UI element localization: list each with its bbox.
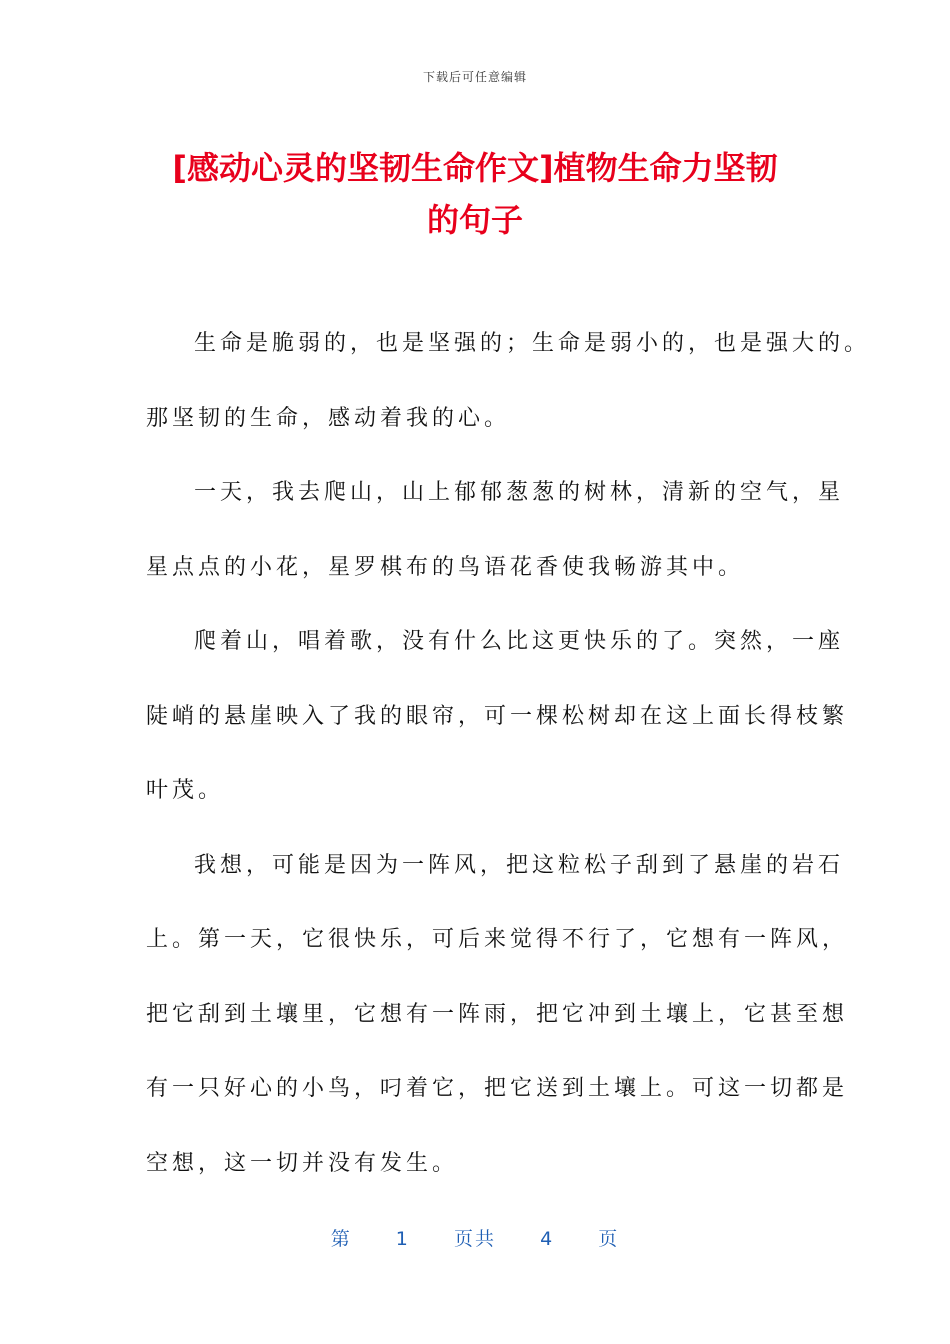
paragraph-4-line-1: 我想，可能是因为一阵风，把这粒松子刮到了悬崖的岩石 — [194, 852, 845, 878]
header-note: 下载后可任意编辑 — [422, 70, 527, 84]
paragraph-1-line-2: 那坚韧的生命，感动着我的心。 — [146, 405, 511, 431]
footer-page-middle: 页共 — [453, 1228, 496, 1250]
paragraph-4-line-4: 有一只好心的小鸟，叼着它，把它送到土壤上。可这一切都是 — [146, 1076, 849, 1101]
paragraph-2-line-2: 星点点的小花，星罗棋布的鸟语花香使我畅游其中。 — [146, 554, 745, 580]
paragraph-3-line-1: 爬着山，唱着歌，没有什么比这更快乐的了。突然，一座 — [194, 629, 845, 654]
title-line-2: 的句子 — [426, 201, 523, 239]
paragraph-3-line-2: 陡峭的悬崖映入了我的眼帘，可一棵松树却在这上面长得枝繁 — [146, 703, 849, 729]
title-line-1: [感动心灵的坚韧生命作文]植物生命力坚韧 — [172, 149, 778, 187]
paragraph-3-line-3: 叶茂。 — [146, 778, 225, 803]
footer-page-number: 1 — [395, 1228, 410, 1250]
document-body — [146, 320, 871, 1214]
paragraph-2-line-1: 一天，我去爬山，山上郁郁葱葱的树林，清新的空气，星 — [194, 480, 845, 505]
footer-page-prefix: 第 — [330, 1228, 352, 1250]
footer-page-total: 4 — [540, 1228, 555, 1250]
page-footer — [0, 1224, 950, 1251]
paragraph-4-line-3: 把它刮到土壤里，它想有一阵雨，把它冲到土壤上，它甚至想 — [146, 1001, 849, 1027]
footer-page-suffix: 页 — [598, 1228, 620, 1250]
paragraph-1-line-1: 生命是脆弱的，也是坚强的；生命是弱小的，也是强大的。 — [194, 331, 871, 356]
document-title — [120, 142, 830, 246]
paragraph-4-line-2: 上。第一天，它很快乐，可后来觉得不行了，它想有一阵风， — [146, 927, 849, 952]
paragraph-4-line-5: 空想，这一切并没有发生。 — [146, 1150, 459, 1176]
